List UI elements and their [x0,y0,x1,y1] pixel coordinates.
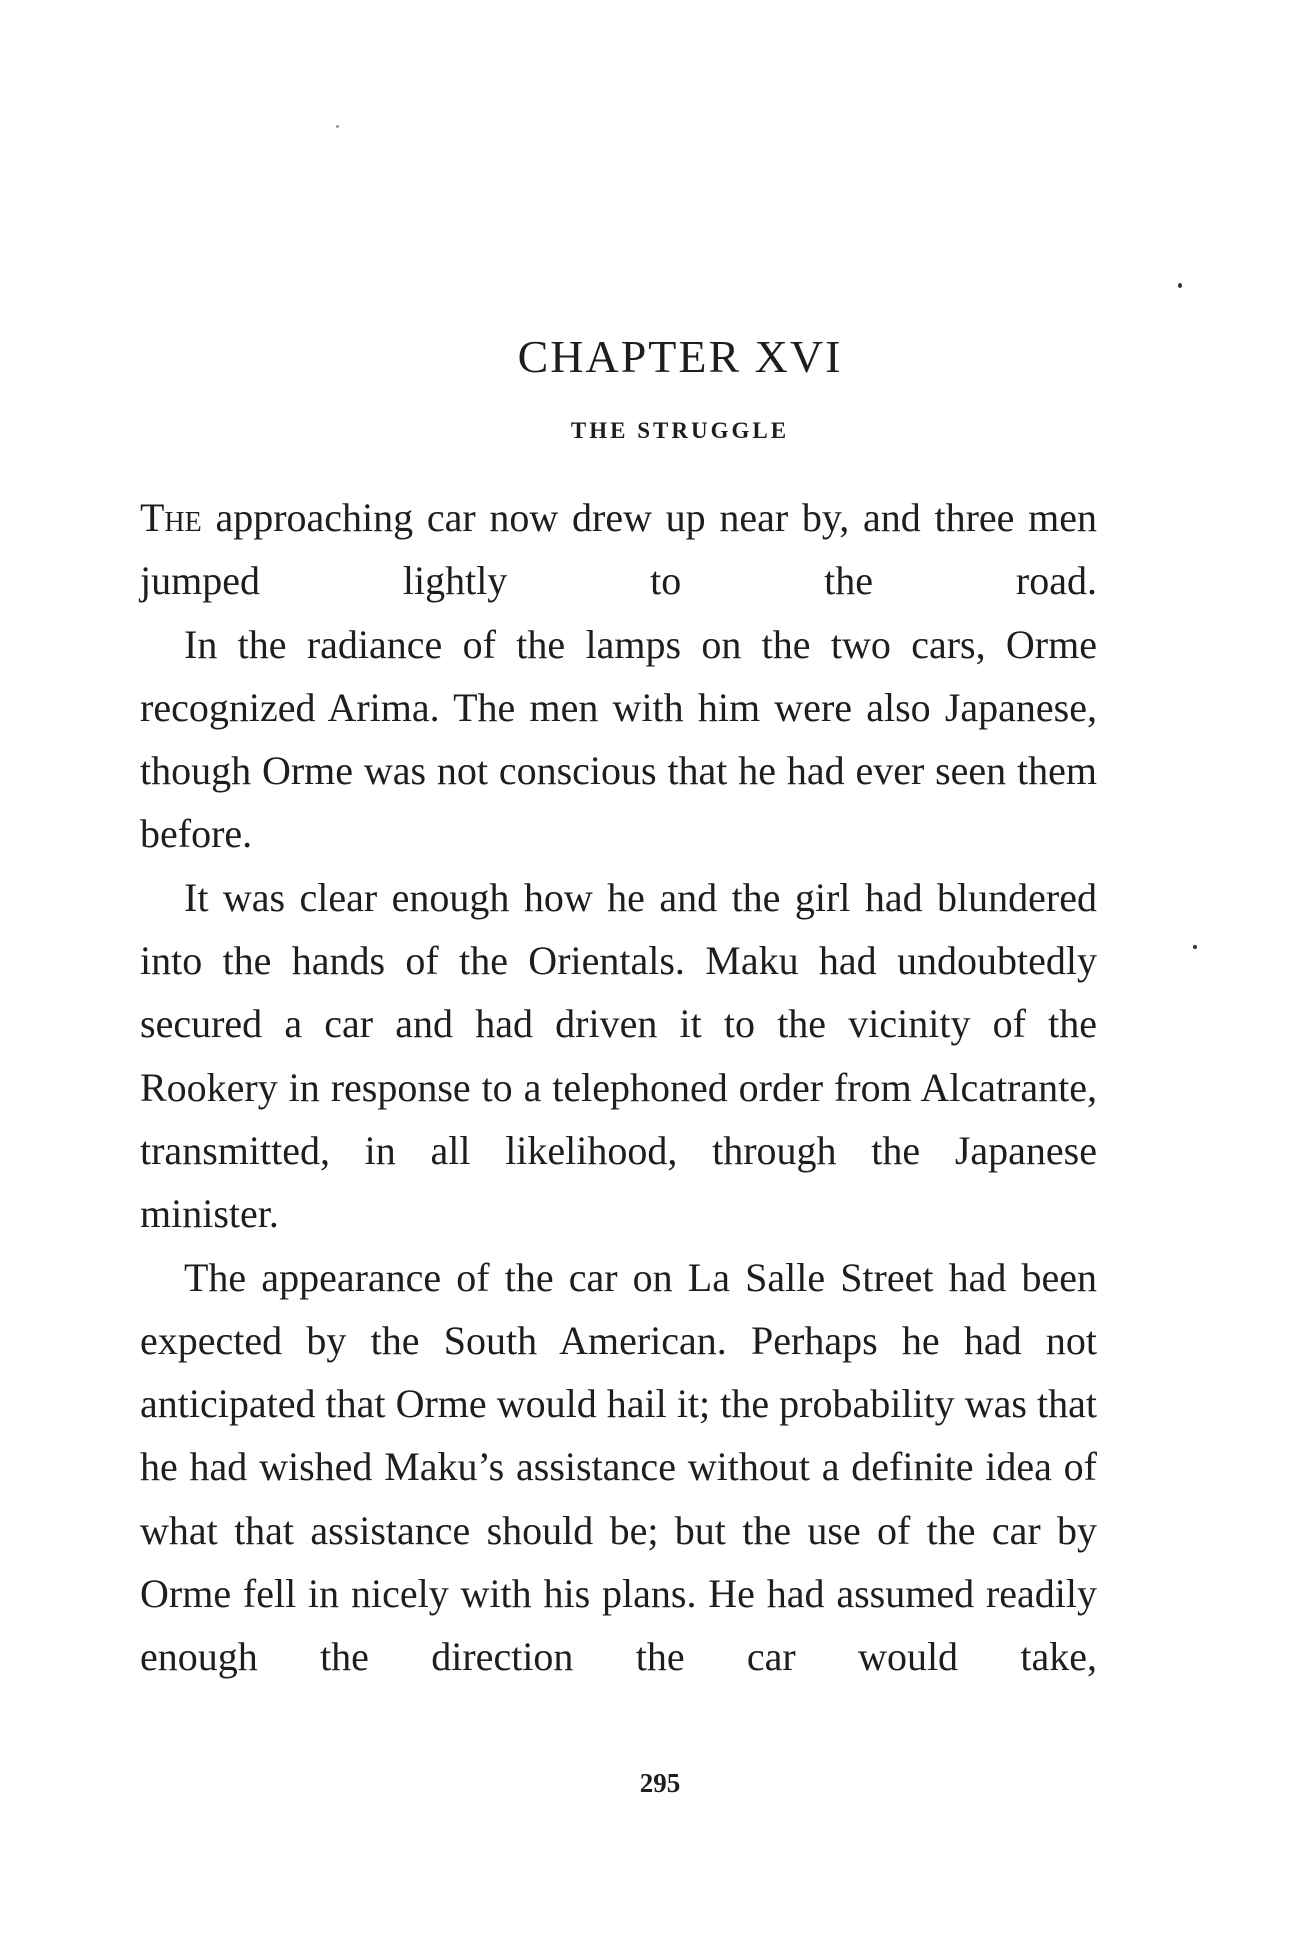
paragraph-1-text: approaching car now drew up near by, and three men jumped lightly to the road. [140,495,1097,604]
chapter-subtitle: THE STRUGGLE [570,418,790,443]
paragraph-lead-word: The [140,495,202,540]
body-text [140,486,1097,1689]
paragraph-4: The appearance of the car on La Salle Street had been expected by the South American. Perhaps he had not anticipated that Orme would hail it; the probability was that he had wished Maku’s assistance without a definite idea of what that assistance should be; but the use of the car by Orme fell in nicely with his plans. He had assumed readily enough the direction the car would take, [140,1254,1097,1680]
paragraph-1 [140,486,1097,613]
scan-speck [1178,283,1182,288]
chapter-title: CHAPTER XVI [517,331,843,382]
paragraph-3: It was clear enough how he and the girl had blundered into the hands of the Orientals. Maku had undoubtedly secured a car and had driven it to the vicinity of the Rookery in response to a telephoned order from Alcatrante, transmitted, in all likelihood, through the Japanese minister. [140,874,1097,1237]
scan-speck [336,125,339,128]
page-number: 295 [639,1768,681,1798]
scan-speck [1193,945,1197,949]
paragraph-2: In the radiance of the lamps on the two cars, Orme recognized Arima. The men with him were also Japanese, though Orme was not conscious that he had ever seen them before. [140,621,1097,857]
